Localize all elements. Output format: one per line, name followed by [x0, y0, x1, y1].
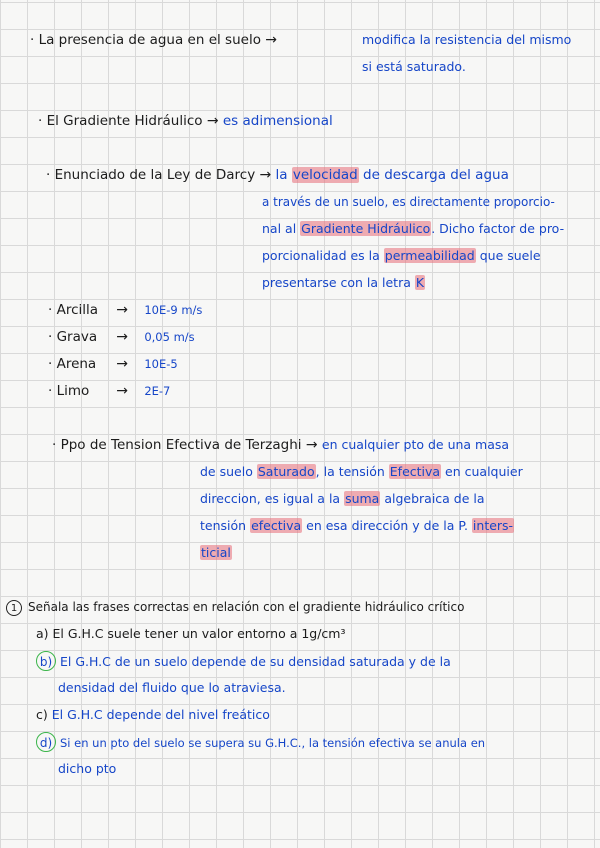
darcy-text: . Dicho factor de pro- [431, 221, 565, 236]
darcy-highlight-gradiente: Gradiente Hidráulico [301, 221, 431, 236]
option-text: El G.H.C suele tener un valor entorno a 1g/cm³ [52, 626, 346, 641]
material-value: 0,05 m/s [144, 330, 195, 344]
material-name: · Limo [48, 383, 90, 399]
arrow-icon: → [265, 32, 277, 48]
note-agua-answer-1: modifica la resistencia del mismo [362, 32, 572, 47]
question-number-badge: 1 [6, 600, 22, 616]
arrow-icon: → [116, 356, 129, 372]
correct-mark-circle-icon: d) [36, 732, 56, 752]
note-gradiente-answer: es adimensional [222, 113, 333, 129]
material-row [48, 381, 170, 401]
terzaghi-highlight-efectiva-2: efectiva [251, 518, 302, 533]
option-d [36, 732, 485, 753]
terzaghi-highlight-suma: suma [345, 491, 380, 506]
darcy-highlight-velocidad: velocidad [292, 167, 358, 183]
arrow-icon: → [116, 329, 129, 345]
darcy-line-3 [262, 219, 564, 239]
material-value: 2E-7 [144, 384, 171, 398]
material-value: 10E-5 [144, 357, 178, 371]
darcy-highlight-permeabilidad: permeabilidad [384, 248, 475, 263]
arrow-icon: → [305, 437, 318, 453]
terzaghi-text: tensión [200, 518, 247, 533]
darcy-text: presentarse con la letra [262, 275, 411, 290]
terzaghi-text: , la tensión [315, 464, 385, 479]
option-text: Si en un pto del suelo se supera su G.H.C., la tensión efectiva se anula en [60, 736, 486, 750]
darcy-text: nal al [262, 221, 297, 236]
terzaghi-highlight-saturado: Saturado [257, 464, 315, 479]
question-prompt-row [6, 597, 464, 617]
option-a [36, 624, 346, 644]
note-agua-label: · La presencia de agua en el suelo [30, 32, 261, 48]
arrow-icon: → [206, 113, 219, 129]
material-name: · Arcilla [48, 302, 99, 318]
terzaghi-line-3 [200, 489, 485, 509]
note-darcy-label: · Enunciado de la Ley de Darcy [46, 167, 256, 183]
darcy-text: la [275, 167, 288, 183]
terzaghi-text: algebraica de la [384, 491, 485, 506]
arrow-icon: → [116, 302, 129, 318]
correct-mark-circle-icon: b) [36, 651, 56, 671]
option-label: c) [36, 707, 48, 722]
terzaghi-highlight-ticial: ticial [201, 545, 231, 560]
darcy-highlight-k: K [415, 275, 425, 290]
option-b-cont: densidad del fluido que lo atraviesa. [58, 680, 286, 695]
darcy-text: que suele [479, 248, 541, 263]
note-terzaghi-label: · Ppo de Tension Efectiva de Terzaghi [52, 437, 302, 453]
option-text: El G.H.C de un suelo depende de su densidad saturada y de la [60, 654, 451, 669]
terzaghi-line-5 [200, 543, 232, 563]
note-agua [30, 30, 277, 50]
terzaghi-text: en esa dirección y de la P. [306, 518, 468, 533]
material-row [48, 327, 195, 347]
terzaghi-text: en cualquier pto de una masa [321, 437, 510, 452]
darcy-line-4 [262, 246, 541, 266]
darcy-line-2: a través de un suelo, es directamente proporcio- [262, 195, 555, 209]
note-gradiente-label: · El Gradiente Hidráulico [38, 113, 203, 129]
darcy-line-5 [262, 273, 425, 293]
terzaghi-line-2 [200, 462, 523, 482]
terzaghi-highlight-efectiva: Efectiva [389, 464, 441, 479]
darcy-text: de descarga del agua [363, 167, 509, 183]
terzaghi-highlight-intersticial: inters- [472, 518, 514, 533]
darcy-text: porcionalidad es la [262, 248, 380, 263]
terzaghi-text: de suelo [200, 464, 253, 479]
note-darcy [46, 165, 509, 185]
note-terzaghi [52, 435, 509, 455]
material-row [48, 354, 178, 374]
note-agua-answer-2: si está saturado. [362, 59, 466, 74]
question-prompt: Señala las frases correctas en relación con el gradiente hidráulico crítico [28, 600, 465, 614]
option-label: a) [36, 626, 49, 641]
option-b [36, 651, 451, 672]
arrow-icon: → [259, 167, 272, 183]
material-value: 10E-9 m/s [144, 303, 203, 317]
note-gradiente [38, 111, 333, 131]
terzaghi-text: en cualquier [445, 464, 523, 479]
material-name: · Arena [48, 356, 97, 372]
arrow-icon: → [116, 383, 129, 399]
terzaghi-text: direccion, es igual a la [200, 491, 341, 506]
option-c [36, 705, 270, 725]
option-d-cont: dicho pto [58, 761, 117, 776]
option-text: El G.H.C depende del nivel freático [51, 707, 270, 722]
terzaghi-line-4 [200, 516, 514, 536]
material-name: · Grava [48, 329, 98, 345]
material-row [48, 300, 202, 320]
